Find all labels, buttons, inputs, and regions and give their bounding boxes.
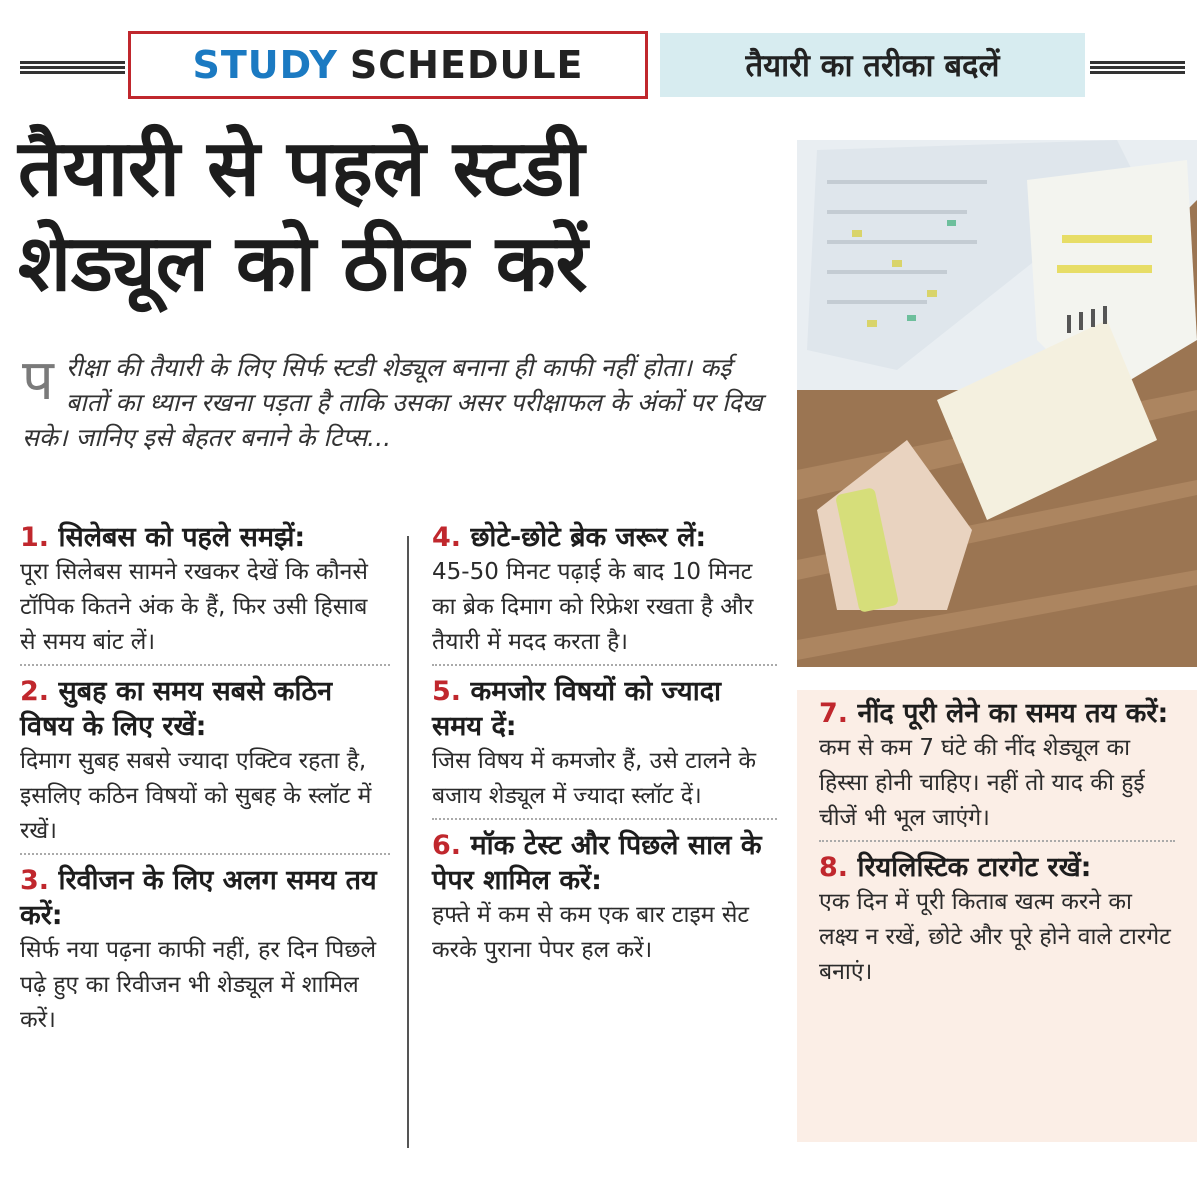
tip-number: 4.	[432, 522, 462, 553]
tip-title	[819, 850, 1175, 885]
intro-paragraph	[22, 350, 767, 455]
tip-title	[20, 674, 390, 744]
tip-item-3	[20, 863, 390, 1042]
tip-item-4	[432, 520, 777, 666]
intro-text: रीक्षा की तैयारी के लिए सिर्फ स्टडी शेड्यूल बनाना ही काफी नहीं होता। कई बातों का ध्यान रखना पड़ता है ताकि उसका असर परीक्षाफल के अंकों पर दिख सके। जानिए इसे बेहतर बनाने के टिप्स...	[22, 353, 763, 452]
tip-number: 6.	[432, 830, 462, 861]
tip-body: सिर्फ नया पढ़ना काफी नहीं, हर दिन पिछले पढ़े हुए का रिवीजन भी शेड्यूल में शामिल करें।	[20, 937, 377, 1033]
tip-heading: रियलिस्टिक टारगेट रखें:	[857, 852, 1092, 883]
intro-dropcap: प	[22, 348, 54, 413]
tip-title	[432, 674, 777, 744]
tip-number: 7.	[819, 698, 849, 729]
tip-body: 45-50 मिनट पढ़ाई के बाद 10 मिनट का ब्रेक दिमाग को रिफ्रेश रखता है और तैयारी में मदद करता है।	[432, 559, 754, 655]
section-label-study: STUDY	[192, 43, 338, 87]
tips-column-1	[20, 520, 390, 1050]
tip-body: दिमाग सुबह सबसे ज्यादा एक्टिव रहता है, इसलिए कठिन विषयों को सुबह के स्लॉट में रखें।	[20, 748, 372, 844]
tip-heading: रिवीजन के लिए अलग समय तय करें:	[20, 865, 377, 931]
tip-number: 5.	[432, 676, 462, 707]
tip-item-6	[432, 828, 777, 972]
header-tagline: तैयारी का तरीका बदलें	[660, 33, 1085, 97]
tip-heading: नींद पूरी लेने का समय तय करें:	[857, 698, 1169, 729]
tip-body: जिस विषय में कमजोर हैं, उसे टालने के बजाय शेड्यूल में ज्यादा स्लॉट दें।	[432, 748, 756, 809]
tip-item-2	[20, 674, 390, 855]
tip-body: पूरा सिलेबस सामने रखकर देखें कि कौनसे टॉपिक कितने अंक के हैं, फिर उसी हिसाब से समय बांट लें।	[20, 559, 368, 655]
study-planner-photo	[797, 140, 1197, 667]
headline: तैयारी से पहले स्टडी शेड्यूल को ठीक करें	[18, 124, 588, 309]
tip-heading: मॉक टेस्ट और पिछले साल के पेपर शामिल करें:	[432, 830, 762, 896]
tip-item-1	[20, 520, 390, 666]
tip-heading: कमजोर विषयों को ज्यादा समय दें:	[432, 676, 722, 742]
tip-title	[20, 863, 390, 933]
tip-heading: छोटे-छोटे ब्रेक जरूर लें:	[470, 522, 707, 553]
tip-number: 8.	[819, 852, 849, 883]
section-label-schedule: SCHEDULE	[349, 43, 584, 87]
tip-body: एक दिन में पूरी किताब खत्म करने का लक्ष्य न रखें, छोटे और पूरे होने वाले टारगेट बनाएं।	[819, 889, 1171, 985]
header-rule-left	[20, 61, 125, 75]
tip-heading: सुबह का समय सबसे कठिन विषय के लिए रखें:	[20, 676, 333, 742]
section-label	[128, 31, 648, 99]
tip-item-5	[432, 674, 777, 820]
tip-item-7	[819, 696, 1175, 842]
tip-title	[432, 520, 777, 555]
tip-number: 2.	[20, 676, 50, 707]
tip-title	[20, 520, 390, 555]
tip-number: 3.	[20, 865, 50, 896]
tip-body: कम से कम 7 घंटे की नींद शेड्यूल का हिस्सा होनी चाहिए। नहीं तो याद की हुई चीजें भी भूल जाएंगे।	[819, 735, 1145, 831]
tip-title	[432, 828, 777, 898]
tip-item-8	[819, 850, 1175, 994]
tip-heading: सिलेबस को पहले समझें:	[58, 522, 306, 553]
tip-number: 1.	[20, 522, 50, 553]
tip-body: हफ्ते में कम से कम एक बार टाइम सेट करके पुराना पेपर हल करें।	[432, 902, 749, 963]
tips-column-2	[432, 520, 777, 980]
tips-column-3	[797, 690, 1197, 1142]
tip-title	[819, 696, 1175, 731]
column-divider	[407, 536, 409, 1148]
header-rule-right	[1090, 61, 1185, 75]
